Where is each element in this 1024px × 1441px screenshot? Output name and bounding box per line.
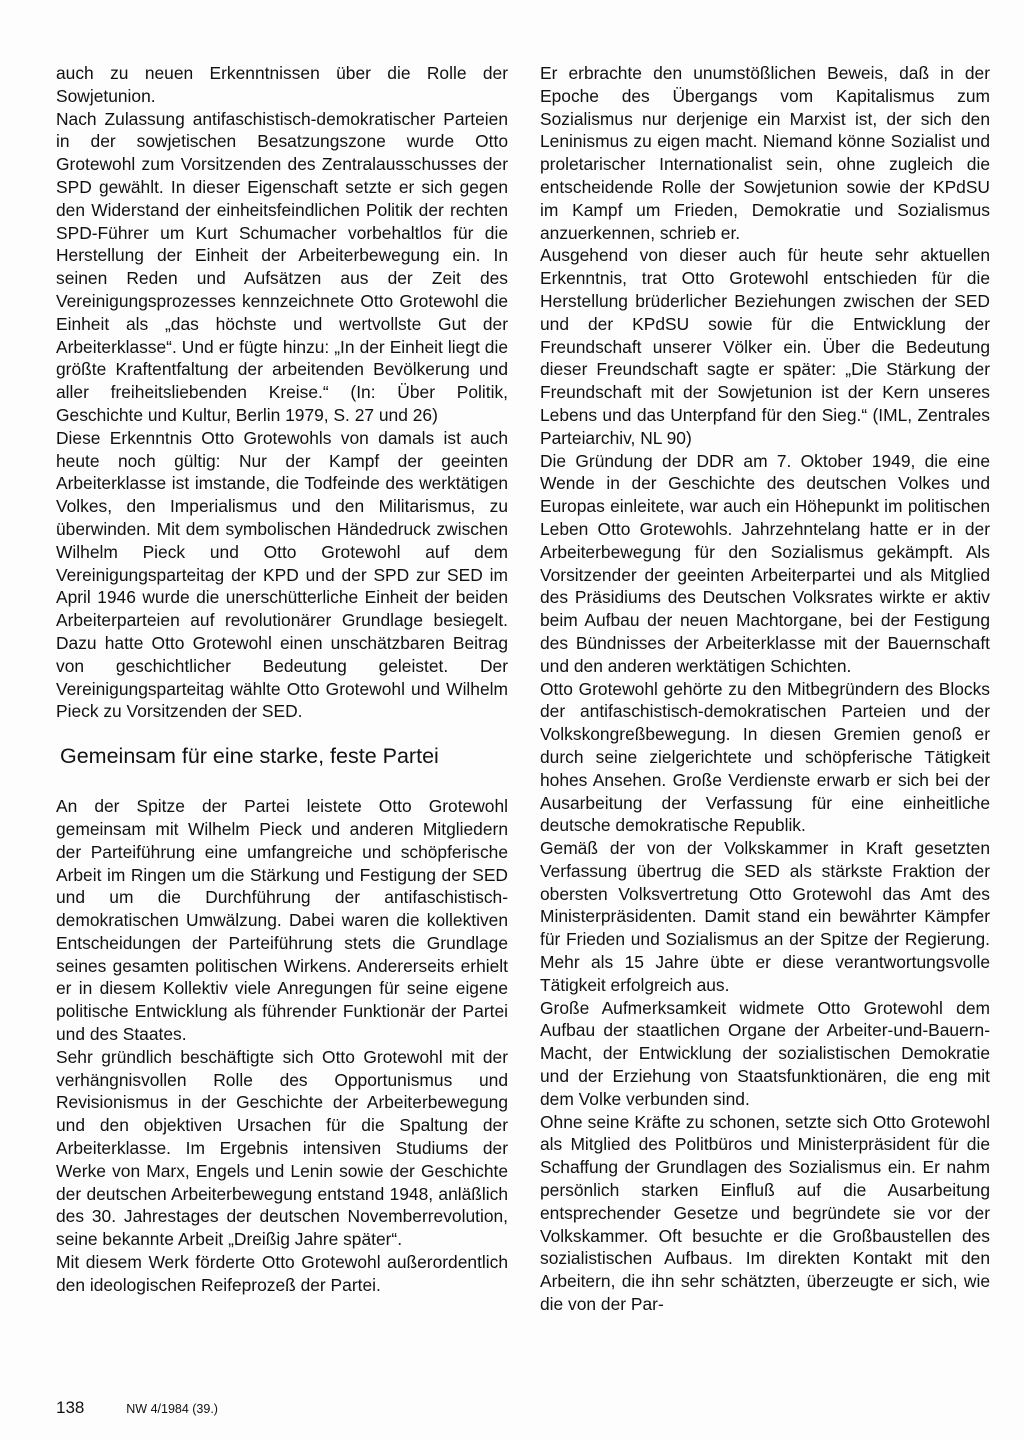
paragraph: Gemäß der von der Volkskammer in Kraft gesetzten Verfassung übertrug die SED als stärkste Fraktion der obersten Volksvertretung Otto Grotewohl das Amt des Ministerpräsidenten. Damit stand ein bewährter Kämpfer für Frieden und Sozialismus an der Spitze der Regierung. Mehr als 15 Jahre übte er diese verantwortungsvolle Tätigkeit erfolgreich aus. xyxy=(540,838,990,995)
paragraph: Sehr gründlich beschäftigte sich Otto Grotewohl mit der verhängnisvollen Rolle des Opportunismus und Revisionismus in der Geschichte der Arbeiterbewegung und den objektiven Ursachen für die Spaltung der Arbeiterklasse. Im Ergebnis intensiven Studiums der Werke von Marx, Engels und Lenin sowie der Geschichte der deutschen Arbeiterbewegung entstand 1948, anläßlich des 30. Jahrestages der deutschen Novemberrevolution, seine bekannte Arbeit „Dreißig Jahre später“. xyxy=(56,1046,508,1250)
left-column xyxy=(56,62,508,1297)
section-heading: Gemeinsam für eine starke, feste Partei xyxy=(60,744,439,769)
paragraph: Die Gründung der DDR am 7. Oktober 1949, die eine Wende in der Geschichte des deutschen Volkes und Europas einleitete, war auch ein Höhepunkt im politischen Leben Otto Grotewohls. Jahrzehntelang hatte er in der Arbeiterbewegung für den Sozialismus gekämpft. Als Vorsitzender der geeinten Arbeiterpartei und als Mitglied des Präsidiums des Deutschen Volksrates wirkte er aktiv beim Aufbau der neuen Machtorgane, bei der Festigung des Bündnisses der Arbeiterklasse mit der Bauernschaft und den anderen werktätigen Schichten. xyxy=(540,450,990,676)
page-footer xyxy=(56,1398,218,1418)
right-column xyxy=(540,62,990,1316)
issue-reference: NW 4/1984 (39.) xyxy=(126,1402,218,1416)
paragraph: auch zu neuen Erkenntnissen über die Rolle der Sowjetunion. xyxy=(56,63,508,106)
paragraph: Nach Zulassung antifaschistisch-demokratischer Parteien in der sowjetischen Besatzungszone wurde Otto Grotewohl zum Vorsitzenden des Zentralausschusses der SPD gewählt. In dieser Eigenschaft setzte er sich gegen den Widerstand der einheitsfeindlichen Politik der rechten SPD-Führer um Kurt Schumacher vorbehaltlos für die Herstellung der Einheit der Arbeiterbewegung ein. In seinen Reden und Aufsätzen aus der Zeit des Vereinigungsprozesses kennzeichnete Otto Grotewohl die Einheit als „das höchste und wertvollste Gut der Arbeiterklasse“. Und er fügte hinzu: „In der Einheit liegt die größte Kraftentfaltung der arbeitenden Bevölkerung und aller freiheitsliebenden Kreise.“ (In: Über Politik, Geschichte und Kultur, Berlin 1979, S. 27 und 26) xyxy=(56,108,508,425)
paragraph: Ausgehend von dieser auch für heute sehr aktuellen Erkenntnis, trat Otto Grotewohl entschieden für die Herstellung brüderlicher Beziehungen zwischen der SED und der KPdSU sowie für die Entwicklung der Freundschaft unserer Völker ein. Über die Bedeutung dieser Freundschaft sagte er später: „Die Stärkung der Freundschaft mit der Sowjetunion ist der Kern unseres Lebens und das Unterpfand für den Sieg.“ (IML, Zentrales Parteiarchiv, NL 90) xyxy=(540,245,990,448)
paragraph: Er erbrachte den unumstößlichen Beweis, daß in der Epoche des Übergangs vom Kapitalismus zum Sozialismus nur derjenige ein Marxist ist, der sich den Leninismus zu eigen macht. Niemand könne Sozialist und proletarischer Internationalist sein, ohne zugleich die entscheidende Rolle der Sowjetunion sowie der KPdSU im Kampf um Frieden, Demokratie und Sozialismus anzuerkennen, schrieb er. xyxy=(540,63,990,243)
paragraph: Große Aufmerksamkeit widmete Otto Grotewohl dem Aufbau der staatlichen Organe der Arbeiter-und-Bauern-Macht, der Entwicklung der sozialistischen Demokratie und der Erziehung von Staatsfunktionären, die eng mit dem Volke verbunden sind. xyxy=(540,997,990,1109)
paragraph: An der Spitze der Partei leistete Otto Grotewohl gemeinsam mit Wilhelm Pieck und anderen Mitgliedern der Parteiführung eine umfangreiche und schöpferische Arbeit im Ringen um die Stärkung und Festigung der SED und um die Durchführung der antifaschistisch-demokratischen Umwälzung. Dabei waren die kollektiven Entscheidungen der Parteiführung stets die Grundlage seines gesamten politischen Wirkens. Andererseits erhielt er in diesem Kollektiv viele Anregungen für seine eigene politische Entwicklung als führender Funktionär der Partei und des Staates. xyxy=(56,796,508,1045)
paragraph: Otto Grotewohl gehörte zu den Mitbegründern des Blocks der antifaschistisch-demokratischen Parteien und der Volkskongreßbewegung. In diesen Gremien genoß er durch seine zielgerichtete und schöpferische Tätigkeit hohes Ansehen. Große Verdienste erwarb er sich bei der Ausarbeitung der Verfassung für eine einheitliche deutsche demokratische Republik. xyxy=(540,678,990,836)
page-number: 138 xyxy=(56,1398,85,1417)
paragraph: Mit diesem Werk förderte Otto Grotewohl außerordentlich den ideologischen Reifeprozeß der Partei. xyxy=(56,1252,508,1295)
paragraph: Ohne seine Kräfte zu schonen, setzte sich Otto Grotewohl als Mitglied des Politbüros und Ministerpräsident für die Schaffung der Grundlagen des Sozialismus ein. Er nahm persönlich starken Einfluß auf die Ausarbeitung entsprechender Gesetze und begründete sie vor der Volkskammer. Oft besuchte er die Großbaustellen des sozialistischen Aufbaus. Im direkten Kontakt mit den Arbeitern, die ihn sehr schätzten, überzeugte er sich, wie die von der Par- xyxy=(540,1111,990,1315)
paragraph: Diese Erkenntnis Otto Grotewohls von damals ist auch heute noch gültig: Nur der Kampf der geeinten Arbeiterklasse ist imstande, die Todfeinde des werktätigen Volkes, den Imperialismus und den Militarismus, zu überwinden. Mit dem symbolischen Händedruck zwischen Wilhelm Pieck und Otto Grotewohl auf dem Vereinigungsparteitag der KPD und der SPD zur SED im April 1946 wurde die unerschütterliche Einheit der beiden Arbeiterparteien auf revolutionärer Grundlage besiegelt. Dazu hatte Otto Grotewohl einen unschätzbaren Beitrag von geschichtlicher Bedeutung geleistet. Der Vereinigungsparteitag wählte Otto Grotewohl und Wilhelm Pieck zu Vorsitzenden der SED. xyxy=(56,427,508,722)
